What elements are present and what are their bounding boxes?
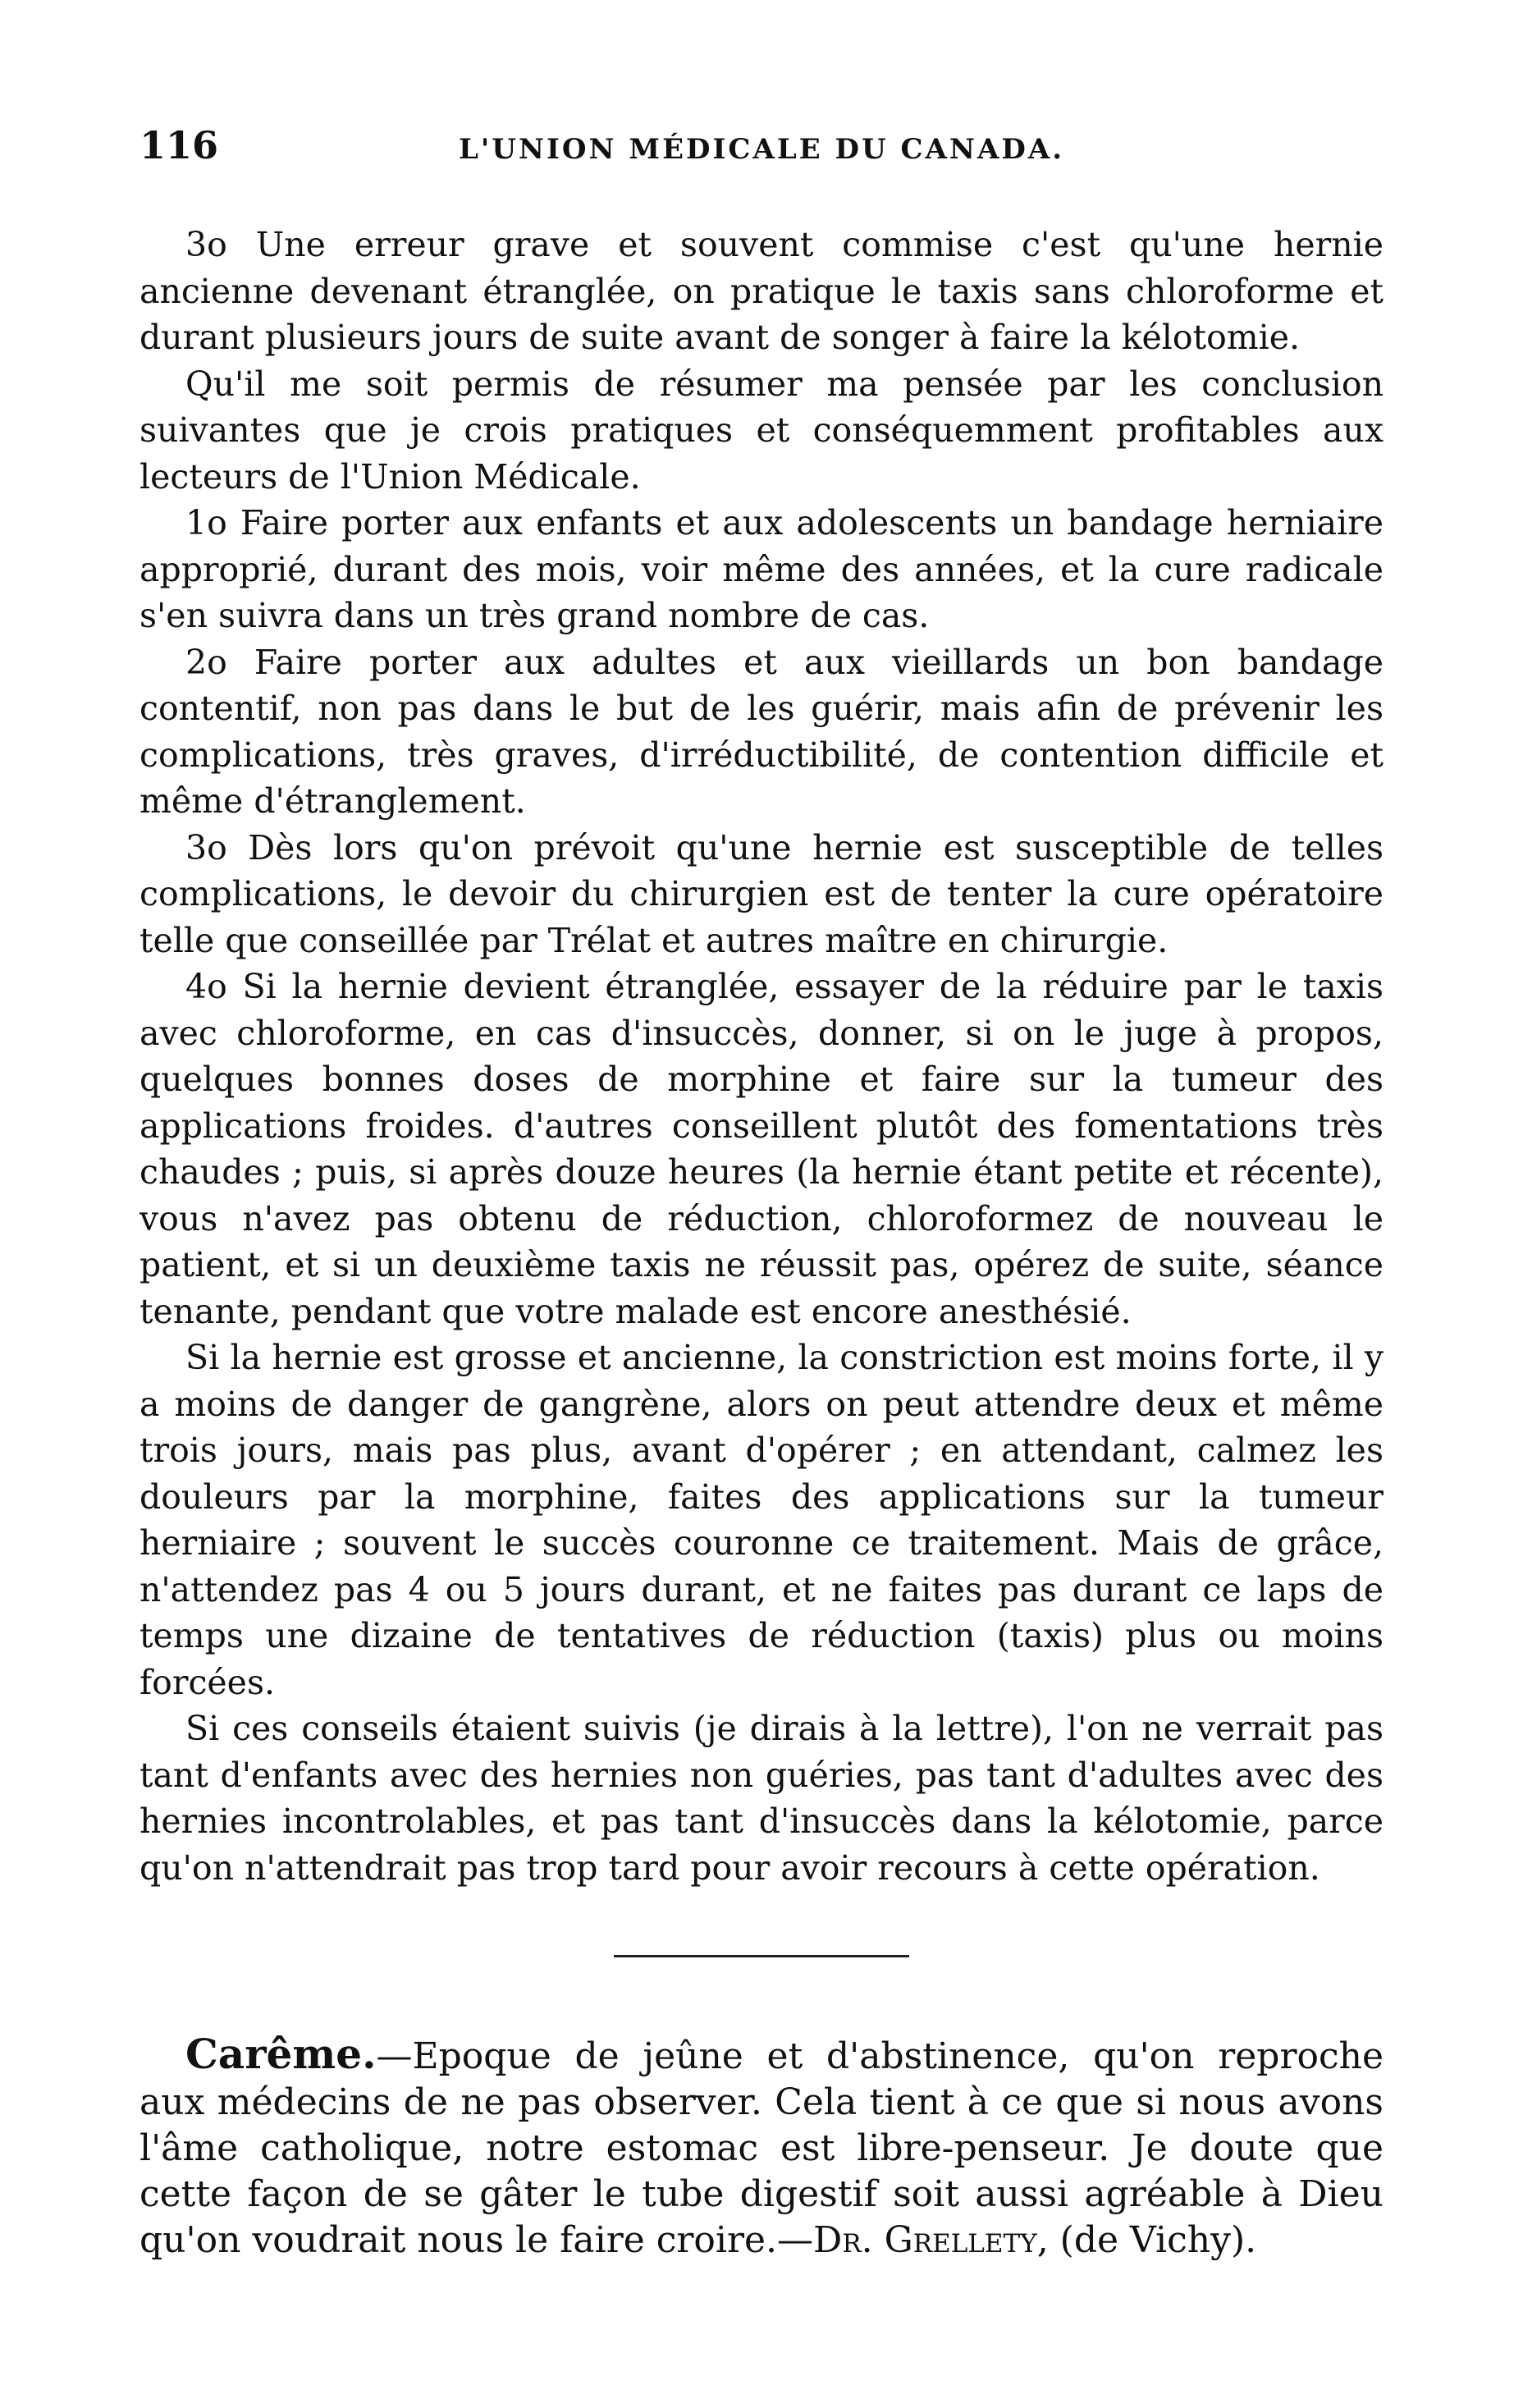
careme-paragraph bbox=[139, 2031, 1384, 2264]
paragraph: 1o Faire porter aux enfants et aux adolescents un bandage herniaire approprié, durant des mois, voir même des années, et la cure radicale s'en suivra dans un très grand nombre de cas. bbox=[139, 503, 1384, 635]
paragraph: 4o Si la hernie devient étranglée, essayer de la réduire par le taxis avec chloroforme, en cas d'insuccès, donner, si on le juge à propos, quelques bonnes doses de morphine et faire sur la tumeur des applications froides. d'autres conseillent plutôt des fomentations très chaudes ; puis, si après douze heures (la hernie étant petite et récente), vous n'avez pas obtenu de réduction, chloroformez de nouveau le patient, et si un deuxième taxis ne réussit pas, opérez de suite, séance tenante, pendant que votre malade est encore anesthésié. bbox=[139, 967, 1384, 1331]
careme-author: Dr. Grellety, bbox=[813, 2219, 1049, 2261]
section-divider bbox=[614, 1955, 909, 1957]
paragraph: 2o Faire porter aux adultes et aux vieillards un bon bandage contentif, non pas dans le but de les guérir, mais afin de prévenir les complications, très graves, d'irréductibilité, de contention difficile et même d'étranglement. bbox=[139, 642, 1384, 821]
paragraph: 3o Une erreur grave et souvent commise c'est qu'une hernie ancienne devenant étranglée, on pratique le taxis sans chloroforme et durant plusieurs jours de suite avant de songer à faire la kélotomie. bbox=[139, 225, 1384, 357]
careme-heading: Carême. bbox=[185, 2030, 377, 2078]
careme-location: (de Vichy). bbox=[1048, 2219, 1257, 2261]
paragraph: 3o Dès lors qu'on prévoit qu'une hernie est susceptible de telles complications, le devoir du chirurgien est de tenter la cure opératoire telle que conseillée par Trélat et autres maître en chirurgie. bbox=[139, 827, 1384, 960]
paragraph: Si ces conseils étaient suivis (je dirais à la lettre), l'on ne verrait pas tant d'enfants avec des hernies non guéries, pas tant d'adultes avec des hernies incontrolables, et pas tant d'insuccès dans la kélotomie, parce qu'on n'attendrait pas trop tard pour avoir recours à cette opération. bbox=[139, 1709, 1384, 1888]
page-header bbox=[139, 123, 1384, 189]
paragraph: Qu'il me soit permis de résumer ma pensée par les conclusion suivantes que je crois pratiques et conséquemment profitables aux lecteurs de l'Union Médicale. bbox=[139, 364, 1384, 497]
article-body bbox=[139, 222, 1384, 1891]
page-number: 116 bbox=[139, 123, 219, 167]
running-title: L'UNION MÉDICALE DU CANADA. bbox=[458, 133, 1065, 166]
paragraph: Si la hernie est grosse et ancienne, la constriction est moins forte, il y a moins de danger de gangrène, alors on peut attendre deux et même trois jours, mais pas plus, avant d'opérer ; en attendant, calmez les douleurs par la morphine, faites des applications sur la tumeur herniaire ; souvent le succès couronne ce traitement. Mais de grâce, n'attendez pas 4 ou 5 jours durant, et ne faites pas durant ce laps de temps une dizaine de tentatives de réduction (taxis) plus ou moins forcées. bbox=[139, 1338, 1384, 1702]
careme-text: —Epoque de jeûne et d'abstinence, qu'on reproche aux médecins de ne pas observer. Cela tient à ce que si nous avons l'âme catholique, notre estomac est libre-penseur. Je doute que cette façon de se gâter le tube digestif soit aussi agréable à Dieu qu'on voudrait nous le faire croire.— bbox=[139, 2035, 1384, 2261]
